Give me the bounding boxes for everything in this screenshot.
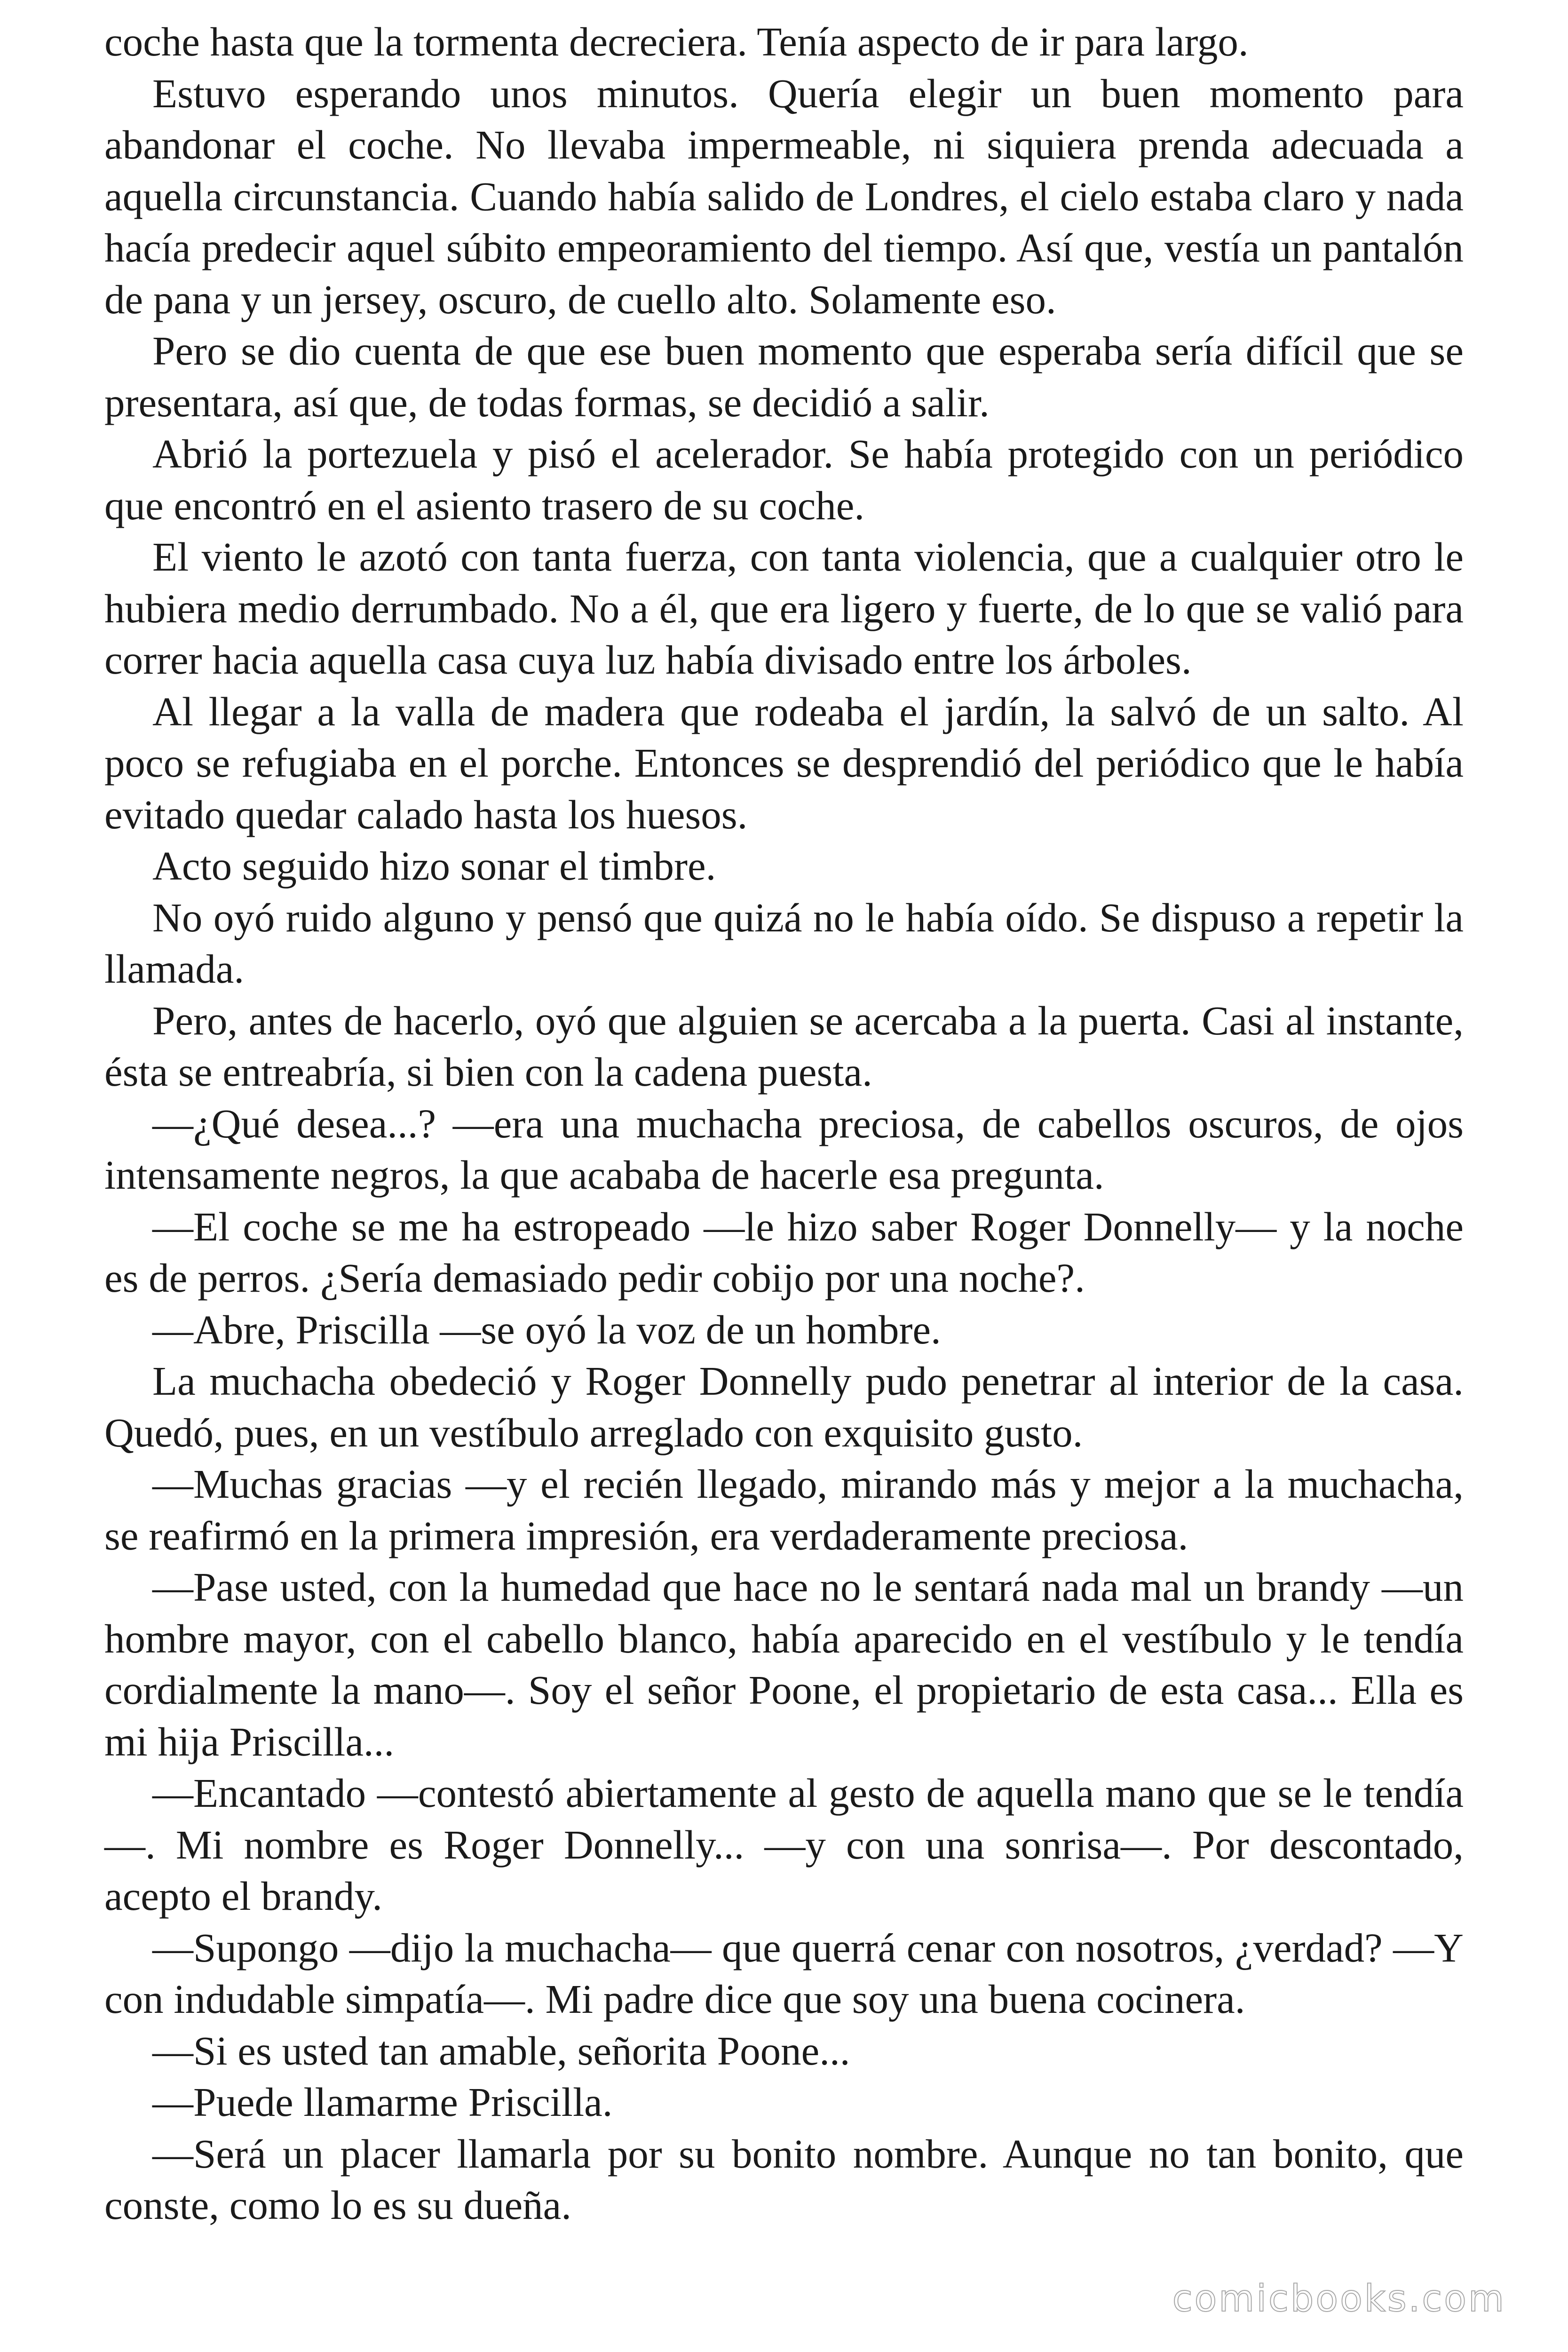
paragraph: El viento le azotó con tanta fuerza, con tanta violencia, que a cualquier otro le hubiera medio derrumbado. No a él, que era ligero y fuerte, de lo que se valió para correr hacia aquella casa cuya luz había divisado entre los árboles. — [104, 534, 1464, 683]
paragraph: —Si es usted tan amable, señorita Poone... — [152, 2027, 850, 2074]
paragraph: —Puede llamarme Priscilla. — [152, 2079, 613, 2125]
paragraph: —Será un placer llamarla por su bonito nombre. Aunque no tan bonito, que conste, como lo es su dueña. — [104, 2130, 1464, 2228]
paragraph: La muchacha obedeció y Roger Donnelly pudo penetrar al interior de la casa. Quedó, pues, en un vestíbulo arreglado con exquisito gusto. — [104, 1358, 1464, 1455]
watermark-logo: comicbooks.com — [1172, 2278, 1506, 2320]
paragraph: —Pase usted, con la humedad que hace no le sentará nada mal un brandy —un hombre mayor, con el cabello blanco, había aparecido en el vestíbulo y le tendía cordialmente la mano—. Soy el señor Poone, el propietario de esta casa... Ella es mi hija Priscilla... — [104, 1564, 1464, 1764]
paragraph: —Abre, Priscilla —se oyó la voz de un hombre. — [152, 1306, 941, 1352]
paragraph: Al llegar a la valla de madera que rodeaba el jardín, la salvó de un salto. Al poco se refugiaba en el porche. Entonces se desprendió del periódico que le había evitado quedar calado hasta los huesos. — [104, 688, 1464, 837]
paragraph: —Encantado —contestó abiertamente al gesto de aquella mano que se le tendía—. Mi nombre es Roger Donnelly... —y con una sonrisa—. Por descontado, acepto el brandy. — [104, 1770, 1464, 1919]
paragraph: Abrió la portezuela y pisó el acelerador. Se había protegido con un periódico que encontró en el asiento trasero de su coche. — [104, 431, 1464, 528]
paragraph: —¿Qué desea...? —era una muchacha preciosa, de cabellos oscuros, de ojos intensamente negros, la que acababa de hacerle esa pregunta. — [104, 1100, 1464, 1198]
page-body-text — [104, 16, 1464, 2231]
paragraph: Pero, antes de hacerlo, oyó que alguien se acercaba a la puerta. Casi al instante, ésta se entreabría, si bien con la cadena puesta. — [104, 997, 1464, 1095]
paragraph: —Muchas gracias —y el recién llegado, mirando más y mejor a la muchacha, se reafirmó en la primera impresión, era verdaderamente preciosa. — [104, 1461, 1464, 1558]
paragraph: coche hasta que la tormenta decreciera. Tenía aspecto de ir para largo. — [104, 19, 1249, 64]
paragraph: —Supongo —dijo la muchacha— que querrá cenar con nosotros, ¿verdad? —Y con indudable simpatía—. Mi padre dice que soy una buena cocinera. — [104, 1924, 1464, 2022]
paragraph: No oyó ruido alguno y pensó que quizá no le había oído. Se dispuso a repetir la llamada. — [104, 894, 1464, 992]
paragraph: Pero se dio cuenta de que ese buen momento que esperaba sería difícil que se presentara, así que, de todas formas, se decidió a salir. — [104, 328, 1464, 425]
paragraph: Acto seguido hizo sonar el timbre. — [152, 843, 716, 889]
paragraph: Estuvo esperando unos minutos. Quería elegir un buen momento para abandonar el coche. No llevaba impermeable, ni siquiera prenda adecuada a aquella circunstancia. Cuando había salido de Londres, el cielo estaba claro y nada hacía predecir aquel súbito empeoramiento del tiempo. Así que, vestía un pantalón de pana y un jersey, oscuro, de cuello alto. Solamente eso. — [104, 70, 1464, 322]
paragraph: —El coche se me ha estropeado —le hizo saber Roger Donnelly— y la noche es de perros. ¿Sería demasiado pedir cobijo por una noche?. — [104, 1203, 1464, 1301]
